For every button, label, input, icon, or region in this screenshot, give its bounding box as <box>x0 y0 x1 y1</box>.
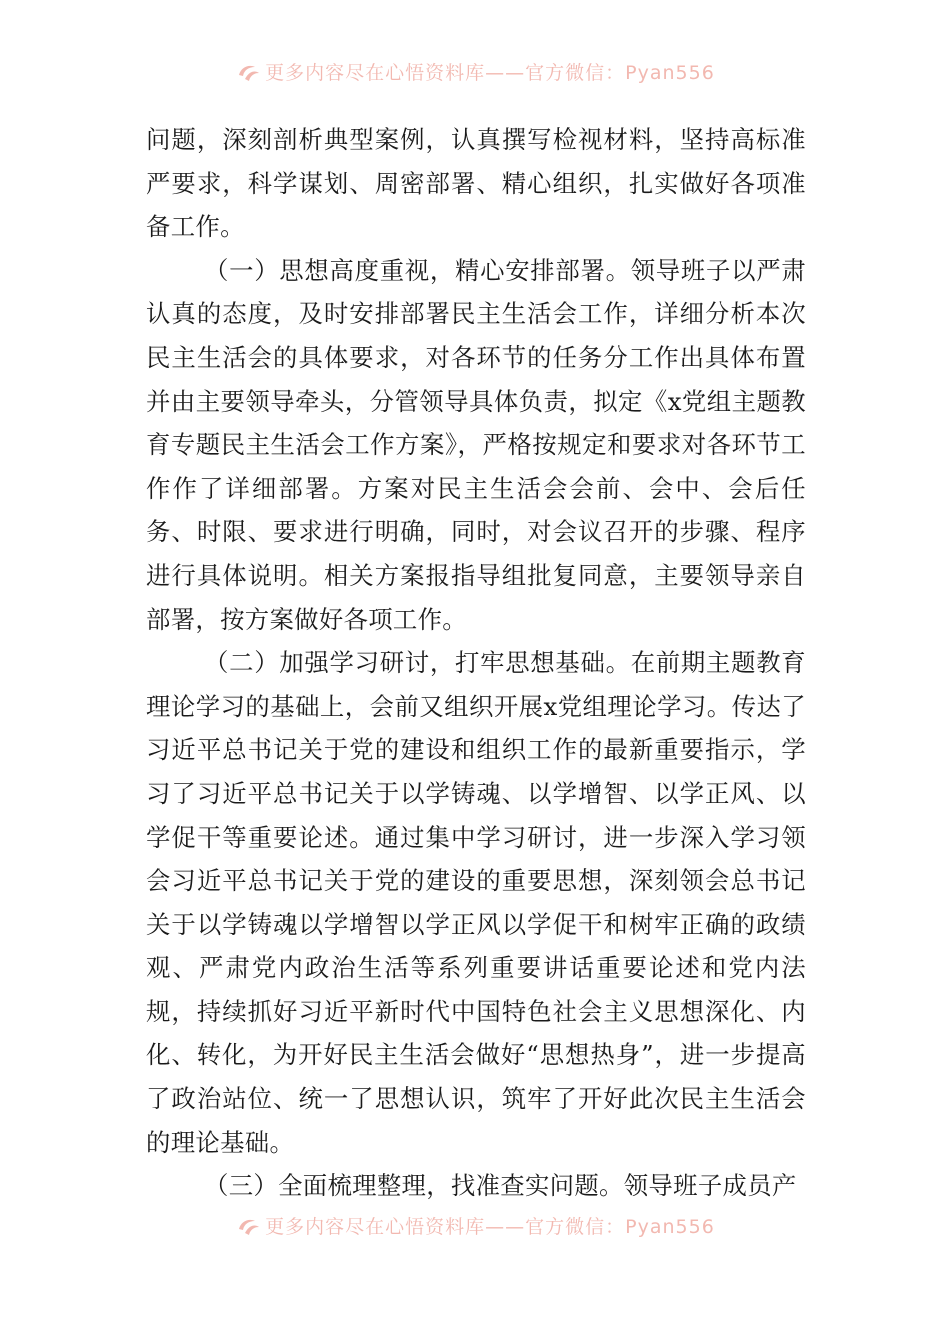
header-watermark <box>0 58 950 85</box>
watermark-text: 更多内容尽在心悟资料库——官方微信：Pyan556 <box>265 62 715 84</box>
document-body <box>146 118 806 1208</box>
footer-watermark <box>0 1212 950 1239</box>
paragraph-section-3: （三）全面梳理整理，找准查实问题。领导班子成员产 <box>204 1171 797 1201</box>
watermark-text: 更多内容尽在心悟资料库——官方微信：Pyan556 <box>265 1216 715 1238</box>
paragraph-section-2: （二）加强学习研讨，打牢思想基础。在前期主题教育理论学习的基础上，会前又组织开展x党组理论学习。传达了习近平总书记关于党的建设和组织工作的最新重要指示，学习了习近平总书记关于以学铸魂、以学增智、以学正风、以学促干等重要论述。通过集中学习研讨，进一步深入学习领会习近平总书记关于党的建设的重要思想，深刻领会总书记关于以学铸魂以学增智以学正风以学促干和树牢正确的政绩观、严肃党内政治生活等系列重要讲话重要论述和党内法规，持续抓好习近平新时代中国特色社会主义思想深化、内化、转化，为开好民主生活会做好“思想热身”，进一步提高了政治站位、统一了思想认识，筑牢了开好此次民主生活会的理论基础。 <box>146 648 806 1157</box>
paragraph-section-1: （一）思想高度重视，精心安排部署。领导班子以严肃认真的态度，及时安排部署民主生活会工作，详细分析本次民主生活会的具体要求，对各环节的任务分工作出具体布置并由主要领导牵头，分管领导具体负责，拟定《x党组主题教育专题民主生活会工作方案》，严格按规定和要求对各环节工作作了详细部署。方案对民主生活会会前、会中、会后任务、时限、要求进行明确，同时，对会议召开的步骤、程序进行具体说明。相关方案报指导组批复同意，主要领导亲自部署，按方案做好各项工作。 <box>146 255 806 634</box>
watermark-logo-icon <box>235 61 261 83</box>
paragraph-continuation: 问题，深刻剖析典型案例，认真撰写检视材料，坚持高标准严要求，科学谋划、周密部署、精心组织，扎实做好各项准备工作。 <box>146 125 806 242</box>
watermark-logo-icon <box>235 1215 261 1237</box>
